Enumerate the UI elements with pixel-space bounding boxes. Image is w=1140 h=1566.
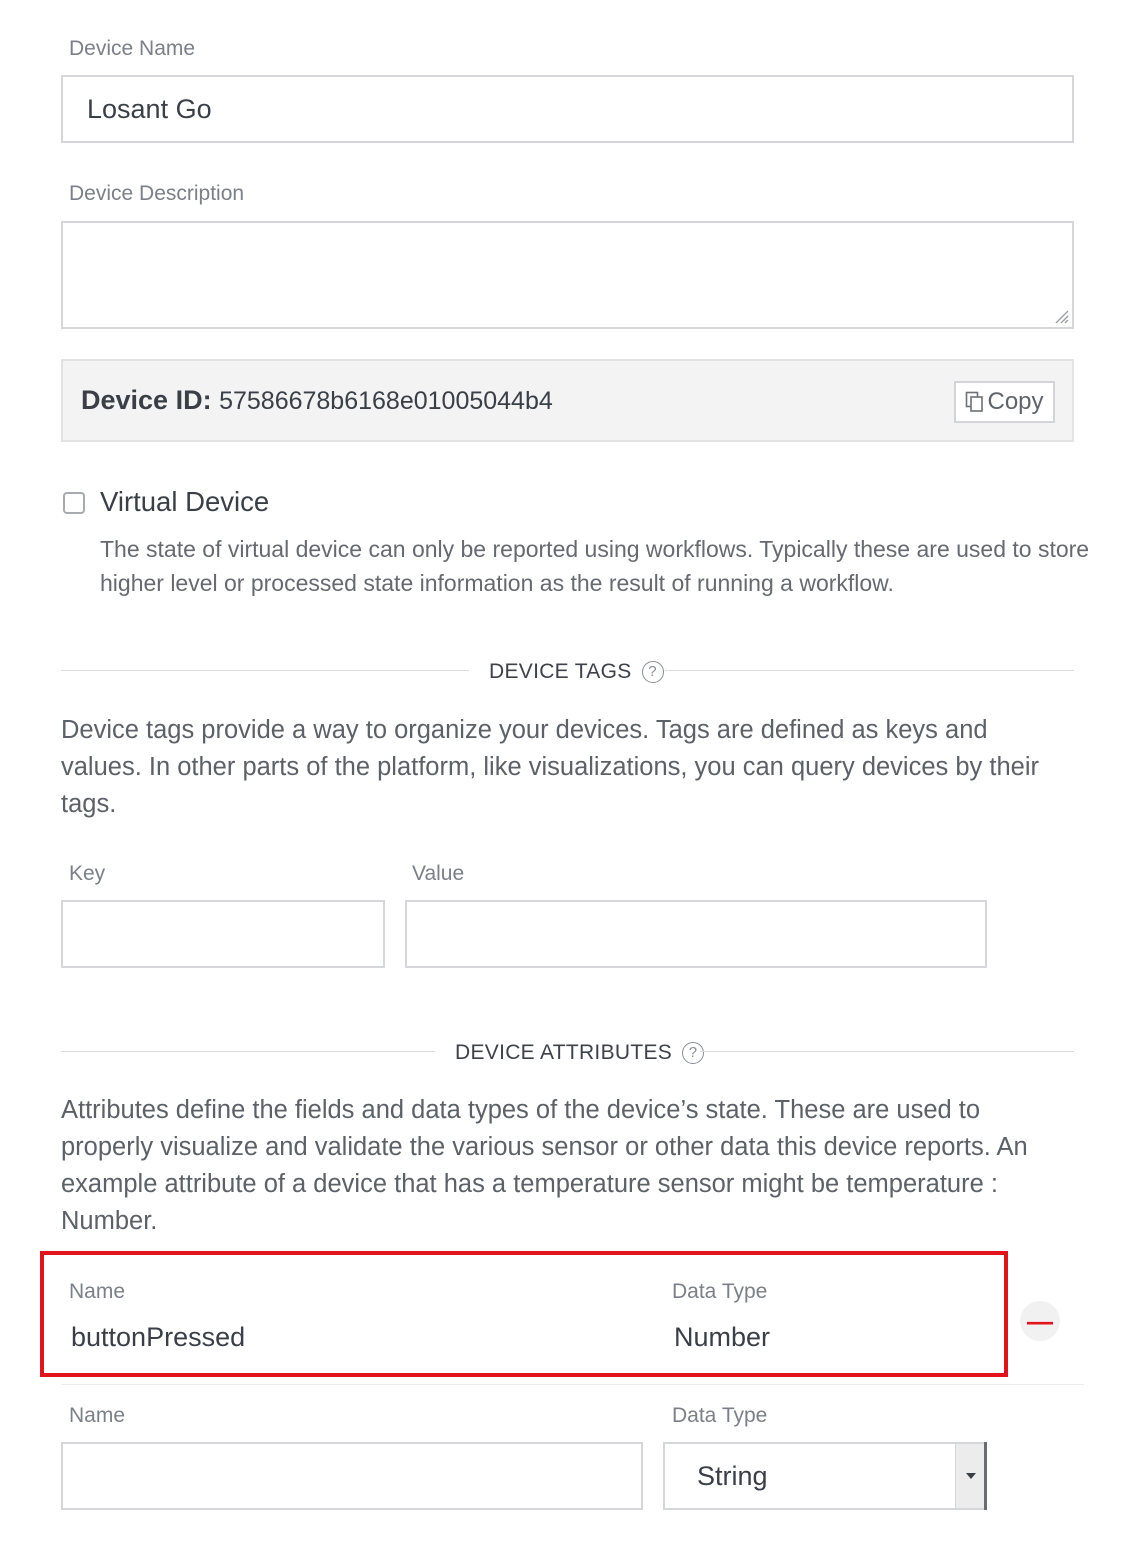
existing-attribute-highlight (40, 1251, 1008, 1377)
copy-label: Copy (987, 388, 1044, 415)
new-attribute-type-value: String (697, 1461, 768, 1491)
new-attribute-type-select[interactable] (663, 1442, 987, 1510)
virtual-device-help: The state of virtual device can only be reported using workflows. Typically these are used to store higher level or processed state information as the result of running a workflow. (100, 536, 1090, 596)
existing-attribute-type-label: Data Type (672, 1280, 768, 1303)
tags-divider-left (61, 670, 469, 671)
virtual-device-checkbox[interactable] (63, 492, 85, 514)
device-description-textarea[interactable] (61, 221, 1074, 329)
device-id-text (81, 385, 553, 416)
virtual-device-label[interactable]: Virtual Device (100, 486, 270, 517)
device-id-label: Device ID: (81, 385, 212, 415)
attributes-divider-right (700, 1051, 1074, 1052)
device-id-value: 57586678b6168e01005044b4 (219, 387, 553, 415)
device-tags-help-icon[interactable]: ? (642, 661, 664, 683)
existing-attribute-name-label: Name (69, 1280, 126, 1303)
tag-value-label: Value (412, 862, 465, 885)
resize-grip-icon[interactable] (1053, 308, 1069, 324)
copy-button[interactable] (954, 381, 1055, 423)
chevron-down-icon (965, 1472, 977, 1480)
existing-attribute-type: Number (674, 1322, 771, 1352)
device-name-input[interactable] (61, 75, 1074, 143)
select-arrow-box[interactable] (955, 1444, 985, 1508)
existing-attribute-name: buttonPressed (71, 1322, 246, 1352)
remove-attribute-button[interactable]: — (1020, 1301, 1060, 1341)
device-tags-title (489, 660, 664, 684)
new-attribute-name-input[interactable] (61, 1442, 643, 1510)
tag-key-input[interactable] (61, 900, 385, 968)
tag-key-label: Key (69, 862, 106, 885)
attributes-divider-left (61, 1051, 435, 1052)
device-name-label: Device Name (69, 37, 196, 60)
tag-value-input[interactable] (405, 900, 987, 968)
copy-icon (965, 391, 985, 413)
device-tags-title-text: DEVICE TAGS (489, 660, 632, 683)
select-edge (984, 1442, 987, 1510)
device-attributes-description: Attributes define the fields and data types of the device’s state. These are used to properly visualize and validate the various sensor or other data this device reports. An example attribute of a device that has a temperature sensor might be temperature : Number. (61, 1096, 1028, 1235)
tags-divider-right (665, 670, 1074, 671)
device-attributes-title-text: DEVICE ATTRIBUTES (455, 1041, 673, 1064)
new-attribute-type-label: Data Type (672, 1404, 768, 1427)
device-tags-description: Device tags provide a way to organize your devices. Tags are defined as keys and values. In other parts of the platform, like visualizations, you can query devices by their tags. (61, 716, 1039, 818)
device-attributes-help-icon[interactable]: ? (682, 1042, 704, 1064)
attribute-row-divider (61, 1384, 1084, 1385)
device-attributes-title (455, 1041, 704, 1065)
device-name-value: Losant Go (87, 94, 212, 124)
new-attribute-name-label: Name (69, 1404, 126, 1427)
device-id-panel (61, 359, 1074, 442)
device-description-label: Device Description (69, 182, 245, 205)
